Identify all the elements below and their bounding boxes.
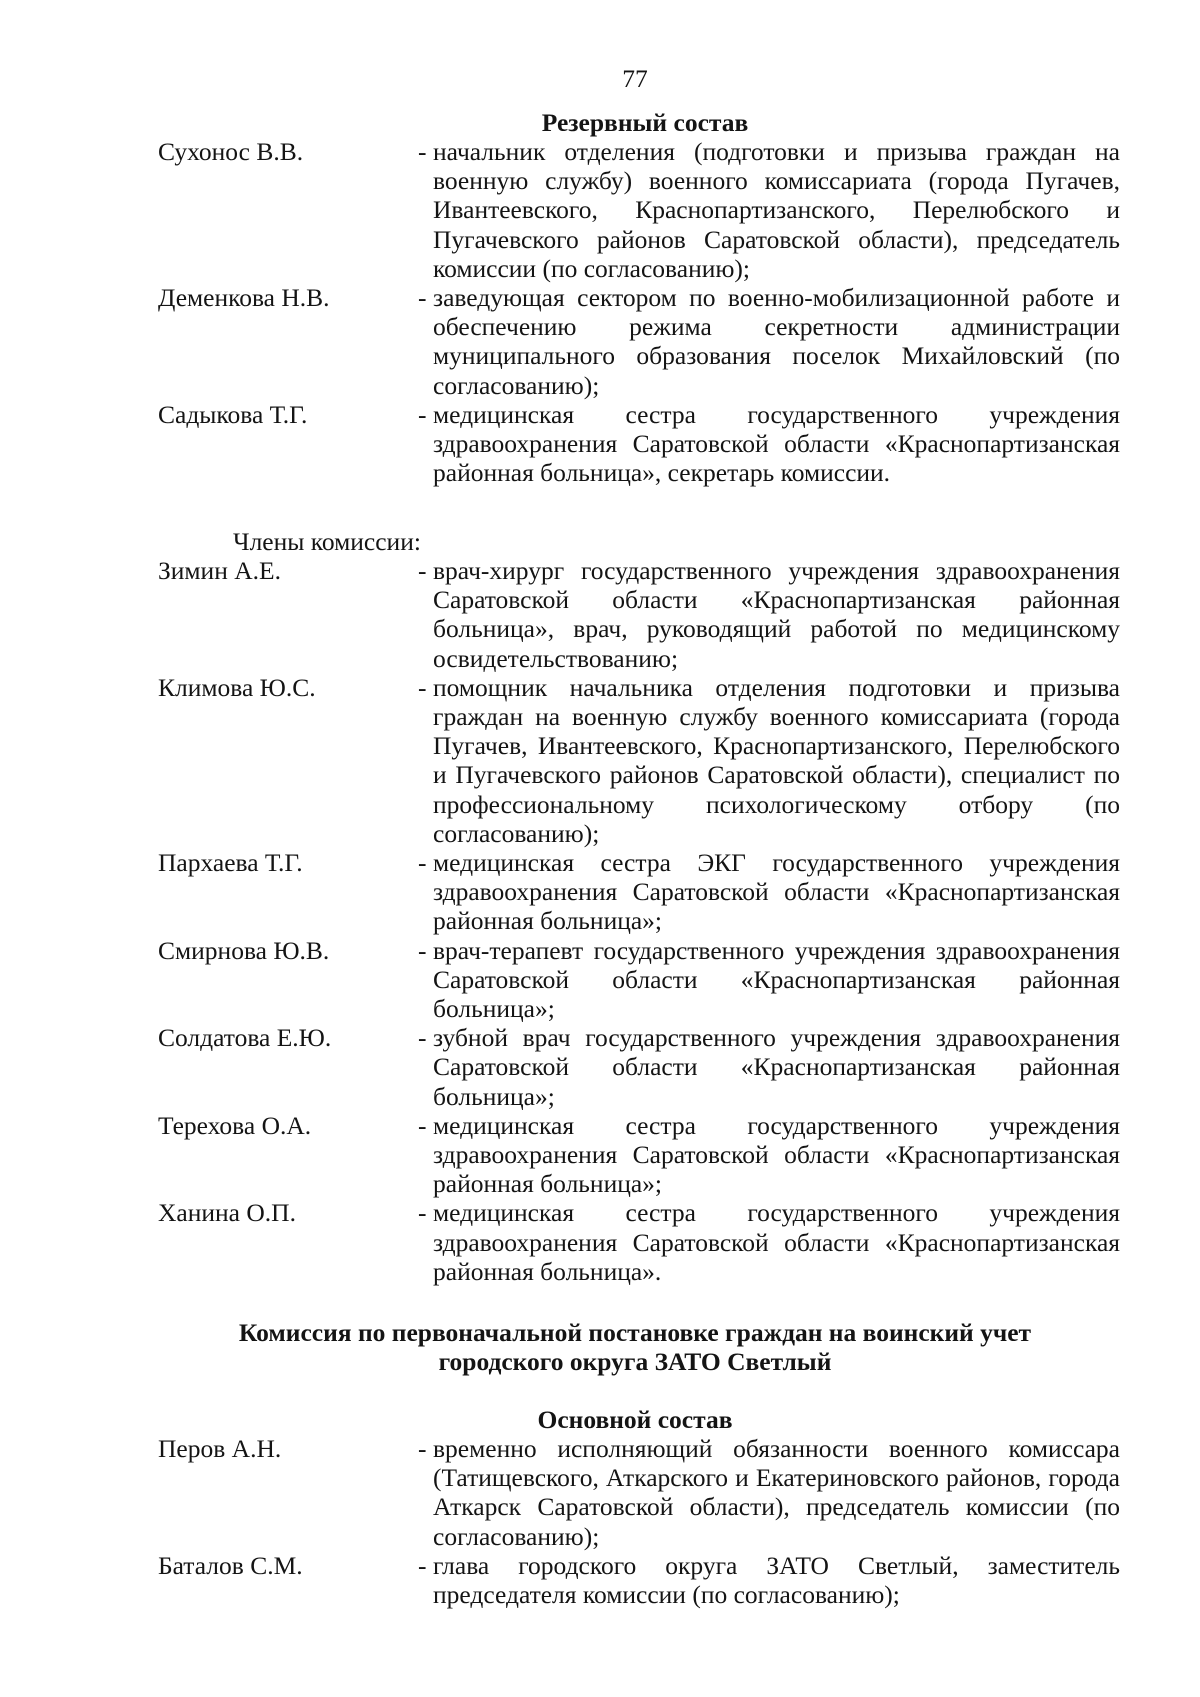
member-entry <box>0 1023 1200 1111</box>
page-number: 77 <box>622 64 648 93</box>
member-name: Пархаева Т.Г. <box>158 848 303 878</box>
dash: - <box>418 1550 427 1580</box>
member-role: помощник начальника отделения подготовки и призыва граждан на военную службу военного комиссариата (города Пугачев, Ивантеевского, Краснопартизанского, Перелюбского и Пугачевского районов Саратовской области), специалист по профессиональному психологическому отбору (по согласованию); <box>433 672 1120 848</box>
dash: - <box>418 672 427 702</box>
main-heading: Основной состав <box>537 1405 733 1434</box>
member-entry <box>0 137 1200 283</box>
member-role: врач-хирург государственного учреждения здравоохранения Саратовской области «Краснопартизанская районная больница», врач, руководящий работой по медицинскому освидетельствованию; <box>433 556 1120 673</box>
member-role: начальник отделения (подготовки и призыва граждан на военную службу) военного комиссариата (города Пугачев, Ивантеевского, Краснопартизанского, Перелюбского и Пугачевского районов Саратовской области), председатель комиссии (по согласованию); <box>433 137 1120 283</box>
member-name: Ханина О.П. <box>158 1198 296 1228</box>
member-entry <box>0 1111 1200 1199</box>
commission-members-list <box>0 556 1200 1286</box>
member-entry <box>0 283 1200 400</box>
member-role: зубной врач государственного учреждения здравоохранения Саратовской области «Краснопартизанская районная больница»; <box>433 1023 1120 1111</box>
dash: - <box>418 935 427 965</box>
member-name: Баталов С.М. <box>158 1550 303 1580</box>
dash: - <box>418 556 427 585</box>
commission-title-line-1: Комиссия по первоначальной постановке граждан на воинский учет <box>238 1318 1032 1347</box>
member-entry <box>0 673 1200 848</box>
member-name: Деменкова Н.В. <box>158 283 330 313</box>
member-name: Зимин А.Е. <box>158 556 281 585</box>
member-entry <box>0 936 1200 1024</box>
member-role: медицинская сестра государственного учреждения здравоохранения Саратовской области «Краснопартизанская районная больница», секретарь комиссии. <box>433 399 1120 488</box>
member-role: медицинская сестра государственного учреждения здравоохранения Саратовской области «Краснопартизанская районная больница». <box>433 1198 1120 1286</box>
member-role: глава городского округа ЗАТО Светлый, заместитель председателя комиссии (по согласованию); <box>433 1550 1120 1610</box>
dash: - <box>418 399 427 429</box>
reserve-heading: Резервный состав <box>541 108 749 137</box>
member-entry <box>0 1434 1200 1551</box>
dash: - <box>418 1023 427 1053</box>
dash: - <box>418 1198 427 1228</box>
member-name: Садыкова Т.Г. <box>158 399 308 429</box>
commission-title <box>150 1318 1120 1376</box>
member-role: медицинская сестра ЭКГ государственного учреждения здравоохранения Саратовской области «Краснопартизанская районная больница»; <box>433 848 1120 936</box>
dash: - <box>418 1110 427 1140</box>
member-name: Солдатова Е.Ю. <box>158 1023 332 1053</box>
member-entry <box>0 1198 1200 1286</box>
reserve-members-list <box>0 137 1200 487</box>
member-entry <box>0 400 1200 488</box>
dash: - <box>418 283 427 313</box>
member-role: временно исполняющий обязанности военного комиссара (Татищевского, Аткарского и Екатериновского районов, города Аткарск Саратовской области), председатель комиссии (по согласованию); <box>433 1434 1120 1551</box>
member-entry <box>0 848 1200 936</box>
member-entry <box>0 556 1200 673</box>
member-role: заведующая сектором по военно-мобилизационной работе и обеспечению режима секретности администрации муниципального образования поселок Михайловский (по согласованию); <box>433 283 1120 400</box>
commission-title-line-2: городского округа ЗАТО Светлый <box>438 1347 832 1377</box>
member-name: Перов А.Н. <box>158 1434 282 1463</box>
dash: - <box>418 1434 427 1463</box>
member-name: Климова Ю.С. <box>158 672 316 702</box>
dash: - <box>418 848 427 878</box>
member-name: Сухонос В.В. <box>158 137 304 166</box>
member-name: Смирнова Ю.В. <box>158 935 330 965</box>
main-members-list <box>0 1434 1200 1609</box>
member-role: медицинская сестра государственного учреждения здравоохранения Саратовской области «Краснопартизанская районная больница»; <box>433 1110 1120 1199</box>
member-entry <box>0 1551 1200 1609</box>
member-name: Терехова О.А. <box>158 1110 312 1140</box>
member-role: врач-терапевт государственного учреждения здравоохранения Саратовской области «Краснопартизанская районная больница»; <box>433 935 1120 1024</box>
dash: - <box>418 137 427 166</box>
members-label: Члены комиссии: <box>233 527 421 556</box>
